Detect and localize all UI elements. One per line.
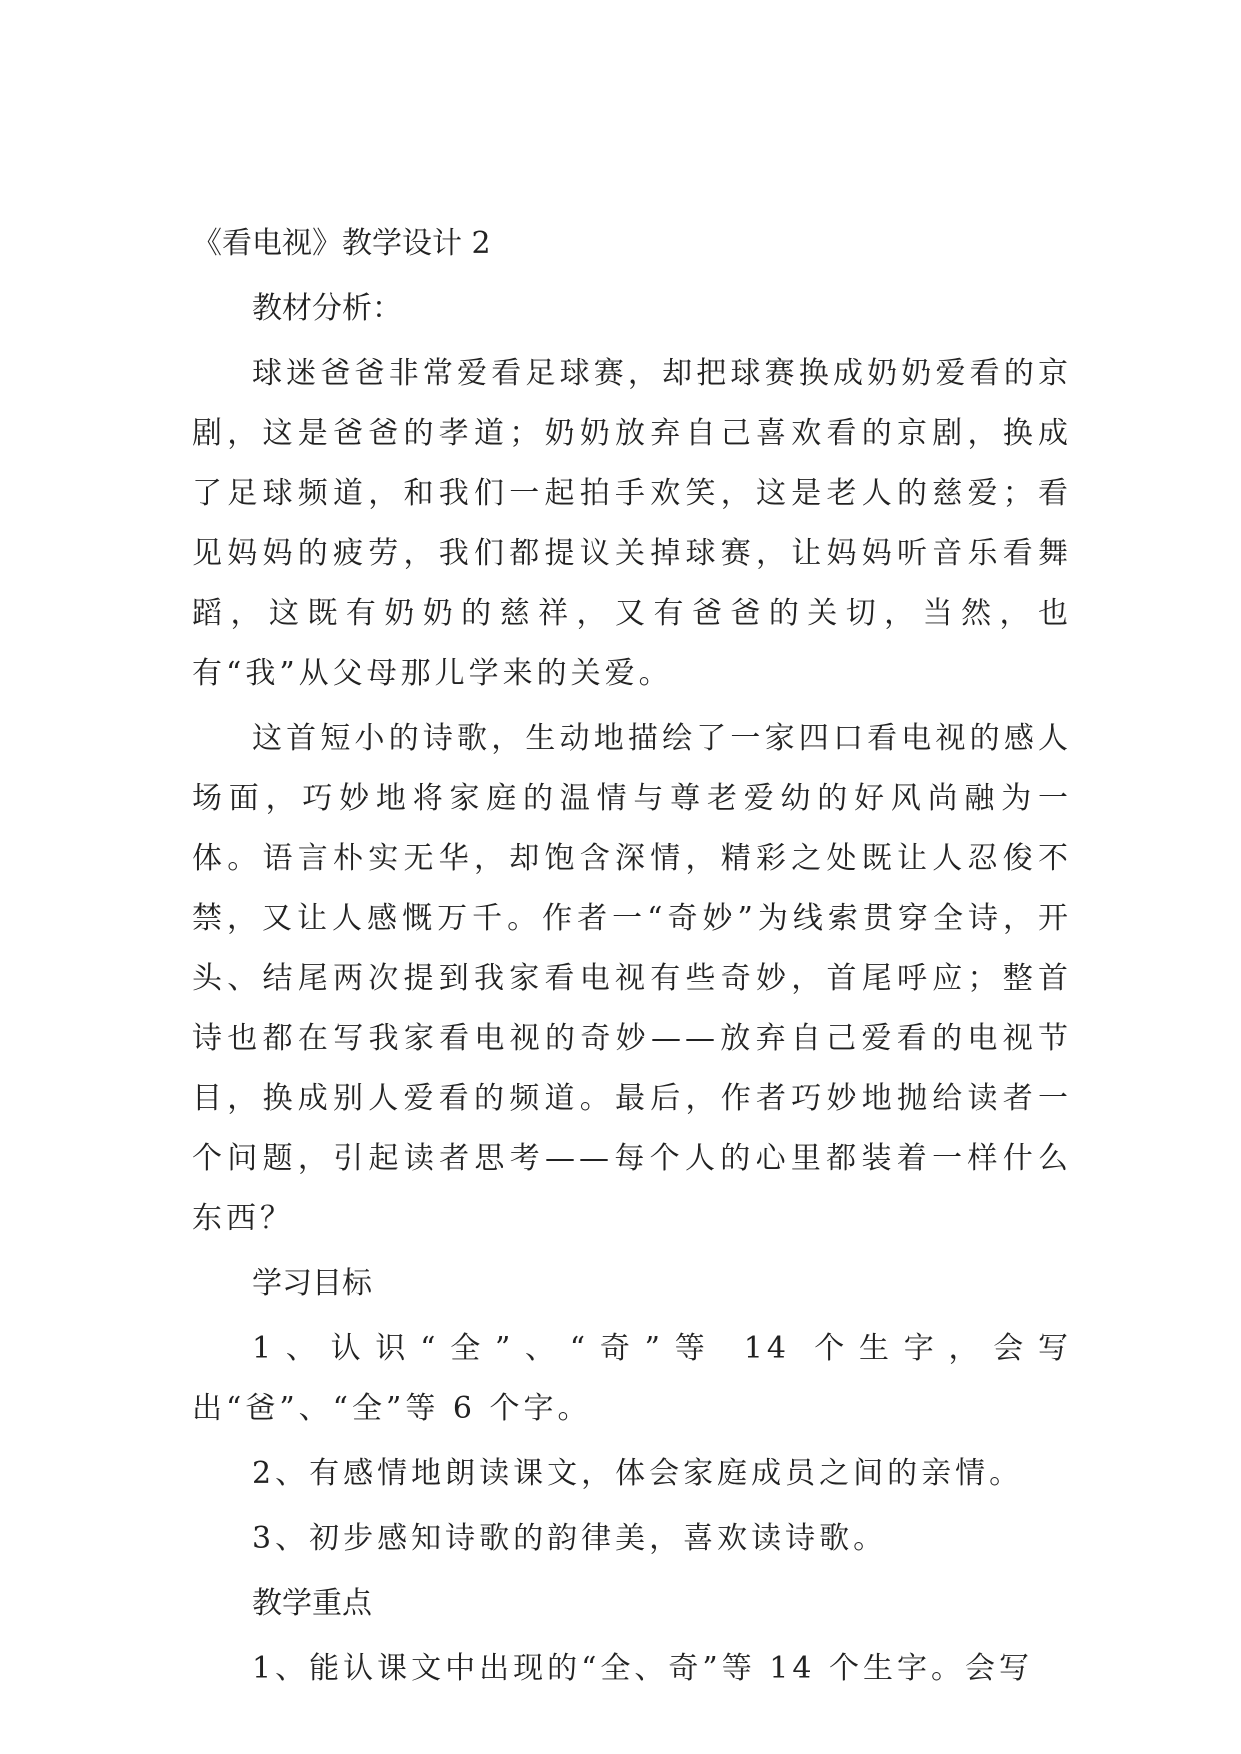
- section-heading-teaching-focus: 教学重点: [252, 1586, 372, 1621]
- section-heading-textbook-analysis: 教材分析：: [252, 291, 402, 326]
- list-item-goal-1: 1、认识“全”、“奇”等 14 个生字，会写出“爸”、“全”等 6 个字。: [192, 1331, 1072, 1426]
- section-heading-learning-goals: 学习目标: [252, 1266, 372, 1301]
- paragraph: 这首短小的诗歌，生动地描绘了一家四口看电视的感人场面，巧妙地将家庭的温情与尊老爱幼的好风尚融为一体。语言朴实无华，却饱含深情，精彩之处既让人忍俊不禁，又让人感慨万千。作者一“奇妙”为线索贯穿全诗，开头、结尾两次提到我家看电视有些奇妙，首尾呼应；整首诗也都在写我家看电视的奇妙——放弃自己爱看的电视节目，换成别人爱看的频道。最后，作者巧妙地抛给读者一个问题，引起读者思考——每个人的心里都装着一样什么东西？: [192, 721, 1072, 1236]
- document-body: [192, 214, 1072, 1704]
- list-item-focus-1: 1、能认课文中出现的“全、奇”等 14 个生字。会写: [252, 1651, 1034, 1686]
- list-item-goal-2: 2、有感情地朗读课文，体会家庭成员之间的亲情。: [252, 1456, 1024, 1491]
- list-item-goal-3: 3、初步感知诗歌的韵律美，喜欢读诗歌。: [252, 1521, 888, 1556]
- document-title: 《看电视》教学设计 2: [192, 226, 491, 261]
- paragraph: 球迷爸爸非常爱看足球赛，却把球赛换成奶奶爱看的京剧，这是爸爸的孝道；奶奶放弃自己喜欢看的京剧，换成了足球频道，和我们一起拍手欢笑，这是老人的慈爱；看见妈妈的疲劳，我们都提议关掉球赛，让妈妈听音乐看舞蹈，这既有奶奶的慈祥，又有爸爸的关切，当然，也有“我”从父母那儿学来的关爱。: [192, 356, 1072, 691]
